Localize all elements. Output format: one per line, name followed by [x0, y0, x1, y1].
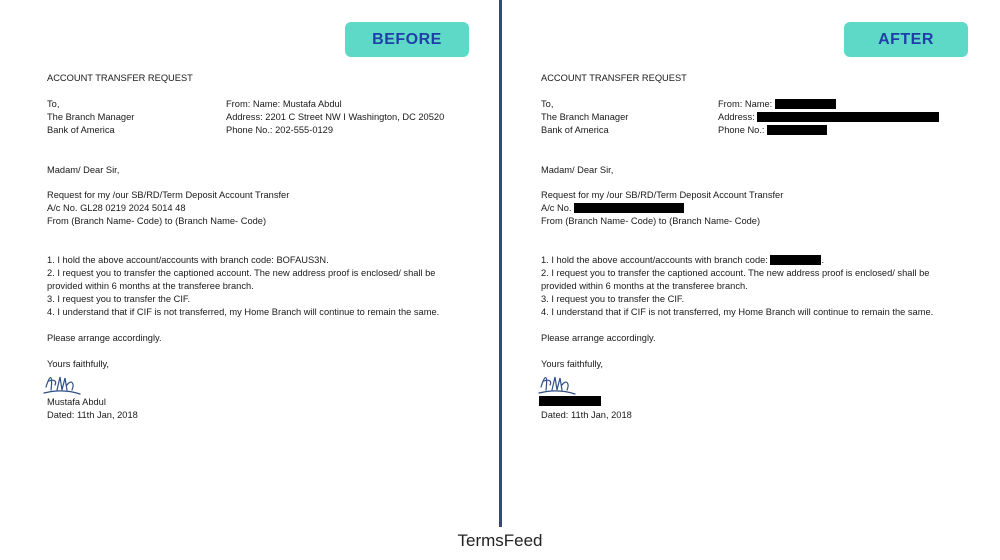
point-4: 4. I understand that if CIF is not transferred, my Home Branch will continue to remain the same. [541, 307, 934, 317]
point-2b: provided within 6 months at the transferee branch. [541, 281, 748, 291]
closing-line: Yours faithfully, [541, 359, 604, 369]
point-1-end: . [821, 255, 825, 265]
account-number [541, 203, 684, 214]
sender-phone: Phone No.: 202-555-0129 [226, 125, 333, 135]
sender-address: Address: 2201 C Street NW I Washington, DC 20520 [226, 112, 445, 122]
sender-phone-label: Phone No.: [718, 125, 765, 135]
arrange-line: Please arrange accordingly. [47, 333, 162, 343]
point-3: 3. I request you to transfer the CIF. [47, 294, 191, 304]
point-2b: provided within 6 months at the transferee branch. [47, 281, 254, 291]
redaction-bar [770, 255, 821, 265]
salutation: Madam/ Dear Sir, [47, 165, 120, 175]
sender-address-label: Address: [718, 112, 755, 122]
point-3: 3. I request you to transfer the CIF. [541, 294, 685, 304]
redaction-bar [767, 125, 827, 135]
letter-title: ACCOUNT TRANSFER REQUEST [47, 73, 193, 83]
sender-name [718, 99, 836, 110]
account-number: A/c No. GL28 0219 2024 5014 48 [47, 203, 186, 213]
sender-name: From: Name: Mustafa Abdul [226, 99, 342, 109]
after-panel [502, 0, 1000, 525]
point-1 [541, 255, 824, 266]
to-line: To, [47, 99, 60, 109]
before-badge: BEFORE [345, 22, 469, 57]
point-4: 4. I understand that if CIF is not transferred, my Home Branch will continue to remain the same. [47, 307, 440, 317]
branch-transfer-line: From (Branch Name- Code) to (Branch Name- Code) [541, 216, 761, 226]
redaction-bar [757, 112, 939, 122]
to-line: To, [541, 99, 554, 109]
request-line: Request for my /our SB/RD/Term Deposit Account Transfer [47, 190, 290, 200]
signer-name: Mustafa Abdul [47, 397, 106, 407]
sender-phone [718, 125, 827, 136]
request-line: Request for my /our SB/RD/Term Deposit Account Transfer [541, 190, 784, 200]
point-2a: 2. I request you to transfer the captioned account. The new address proof is enclosed/ shall be [541, 268, 930, 278]
point-1: 1. I hold the above account/accounts with branch code: BOFAUS3N. [47, 255, 329, 265]
before-panel [0, 0, 500, 525]
point-1-label: 1. I hold the above account/accounts with branch code: [541, 255, 768, 265]
sender-name-label: From: Name: [718, 99, 773, 109]
redaction-bar [574, 203, 684, 213]
date-line: Dated: 11th Jan, 2018 [541, 410, 632, 420]
date-line: Dated: 11th Jan, 2018 [47, 410, 138, 420]
recipient-bank: Bank of America [541, 125, 609, 135]
after-badge: AFTER [844, 22, 968, 57]
recipient-bank: Bank of America [47, 125, 115, 135]
signature-image [537, 371, 577, 397]
arrange-line: Please arrange accordingly. [541, 333, 656, 343]
redaction-bar [539, 396, 601, 406]
point-2a: 2. I request you to transfer the captioned account. The new address proof is enclosed/ shall be [47, 268, 436, 278]
sender-address [718, 112, 939, 123]
account-number-label: A/c No. [541, 203, 572, 213]
signature-image [42, 371, 82, 397]
salutation: Madam/ Dear Sir, [541, 165, 614, 175]
footer-brand: TermsFeed [457, 531, 543, 550]
closing-line: Yours faithfully, [47, 359, 110, 369]
branch-transfer-line: From (Branch Name- Code) to (Branch Name- Code) [47, 216, 267, 226]
recipient-title: The Branch Manager [47, 112, 135, 122]
redaction-bar [775, 99, 836, 109]
letter-title: ACCOUNT TRANSFER REQUEST [541, 73, 687, 83]
recipient-title: The Branch Manager [541, 112, 629, 122]
